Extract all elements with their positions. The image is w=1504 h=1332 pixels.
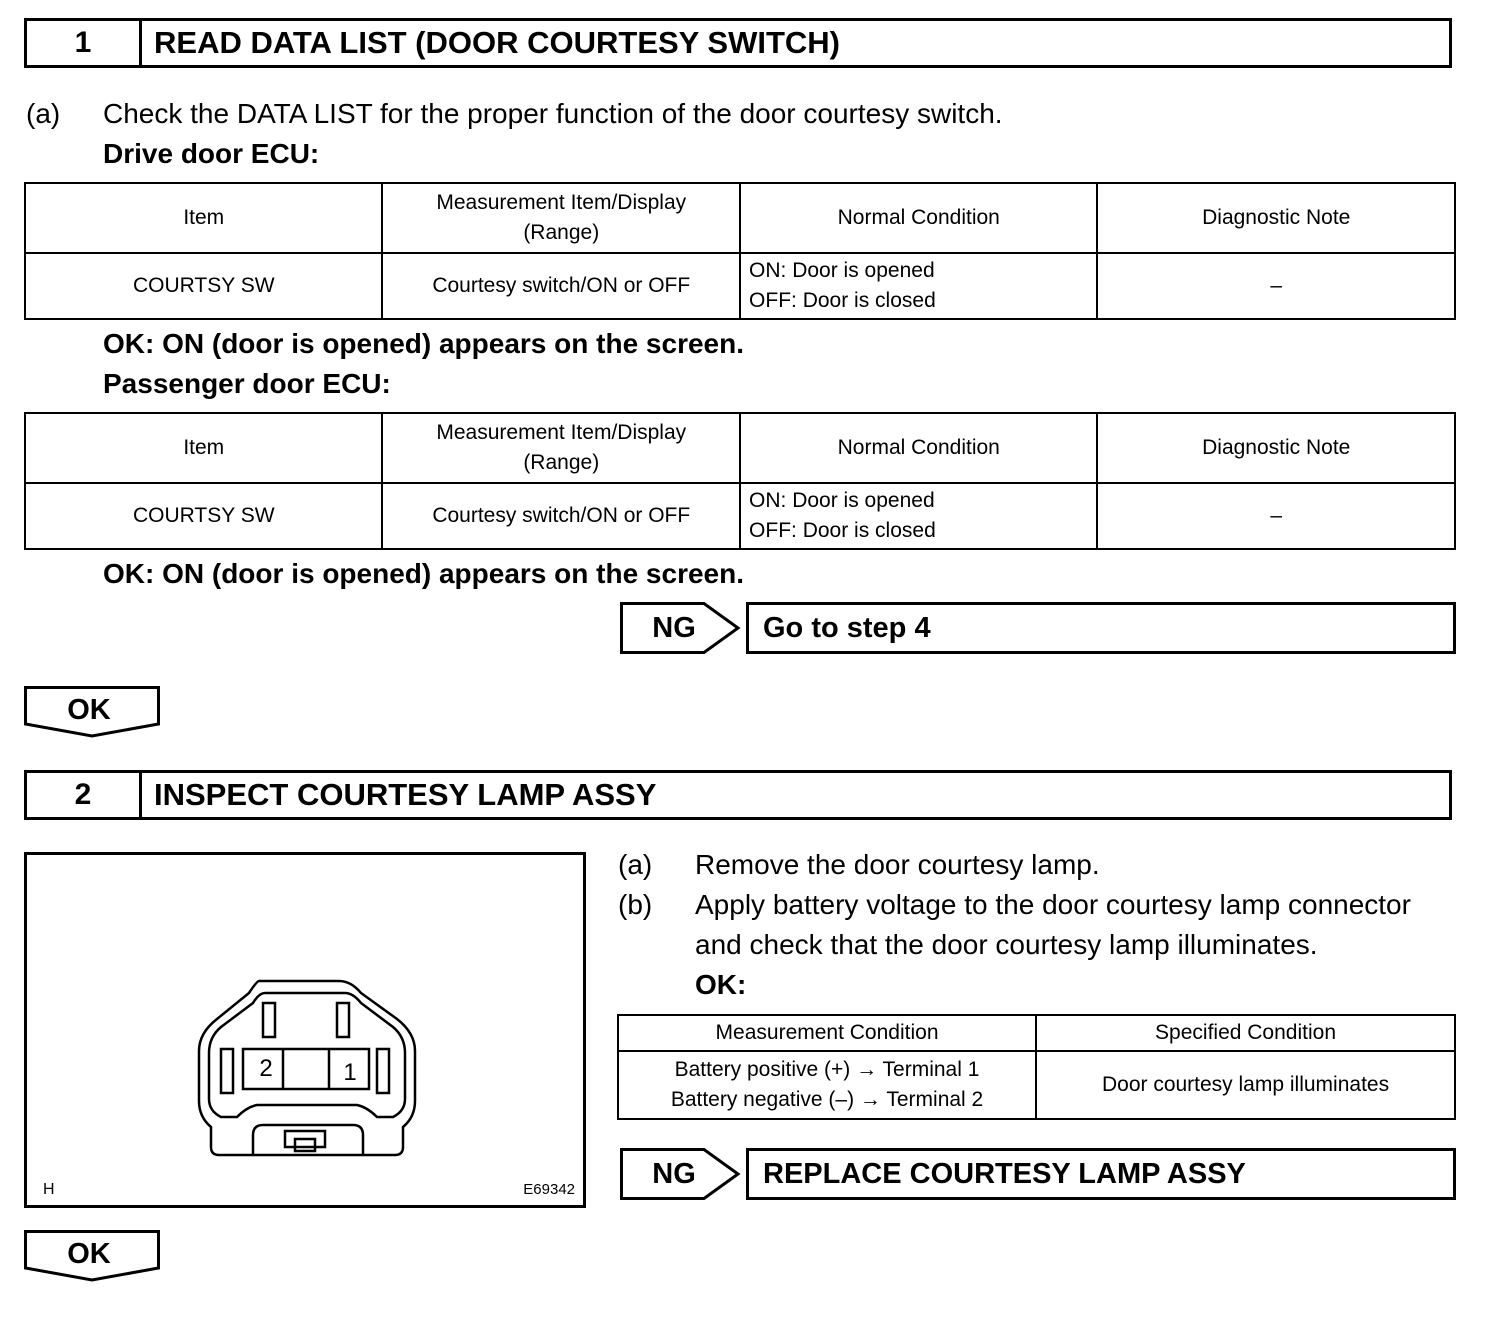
cell-measurement: Courtesy switch/ON or OFF xyxy=(382,483,740,549)
header-measurement-line1: Measurement Item/Display xyxy=(436,421,687,444)
drive-door-heading: Drive door ECU: xyxy=(103,138,320,169)
passenger-door-heading: Passenger door ECU: xyxy=(103,368,391,399)
step-2-instruction-b-line1: Apply battery voltage to the door courtesy lamp connector xyxy=(695,889,1411,920)
table-header-row xyxy=(618,1015,1455,1051)
table-row xyxy=(25,483,1455,549)
cell-measurement-condition xyxy=(618,1051,1036,1119)
step-2-instruction-a-text: Remove the door courtesy lamp. xyxy=(695,849,1100,880)
spec-table xyxy=(617,1014,1456,1120)
header-measurement-line2: (Range) xyxy=(523,221,600,244)
table-header-row xyxy=(25,183,1455,253)
cell-condition-negative: Battery negative (–) → Terminal 2 xyxy=(670,1088,984,1111)
table-row xyxy=(618,1051,1455,1119)
drive-door-table xyxy=(24,182,1456,320)
step-2-instruction-b-line2: and check that the door courtesy lamp illuminates. xyxy=(695,929,1318,960)
step-2-ng-label: NG xyxy=(652,1157,696,1190)
passenger-door-table xyxy=(24,412,1456,550)
step-1-ng-result: Go to step 4 xyxy=(746,602,1456,654)
step-2-ok-tab xyxy=(24,1230,160,1282)
cell-note: – xyxy=(1097,483,1455,549)
step-1-number: 1 xyxy=(27,21,142,65)
table-header-row xyxy=(25,413,1455,483)
courtesy-lamp-connector-icon xyxy=(27,855,583,1205)
cell-specified-condition: Door courtesy lamp illuminates xyxy=(1036,1051,1455,1119)
step-1-ng-arrow xyxy=(620,602,742,654)
header-measurement-condition: Measurement Condition xyxy=(618,1015,1036,1051)
header-measurement-line2: (Range) xyxy=(523,451,600,474)
step-2-ok-label: OK xyxy=(67,1237,111,1270)
cell-measurement: Courtesy switch/ON or OFF xyxy=(382,253,740,319)
cell-note: – xyxy=(1097,253,1455,319)
cell-item: COURTSY SW xyxy=(25,253,382,319)
passenger-door-ok-text: OK: ON (door is opened) appears on the screen. xyxy=(103,558,744,589)
header-specified-condition: Specified Condition xyxy=(1036,1015,1455,1051)
cell-normal-on: ON: Door is opened xyxy=(749,489,935,512)
step-1-instruction-text: Check the DATA LIST for the proper function of the door courtesy switch. xyxy=(103,98,1003,129)
step-2-number: 2 xyxy=(27,773,142,817)
header-normal: Normal Condition xyxy=(740,413,1097,483)
terminal-2-label: 2 xyxy=(259,1055,273,1082)
drive-door-ok-text: OK: ON (door is opened) appears on the screen. xyxy=(103,328,744,359)
header-item: Item xyxy=(25,183,382,253)
cell-normal-off: OFF: Door is closed xyxy=(749,519,936,542)
connector-figure xyxy=(24,852,586,1208)
header-measurement xyxy=(382,183,740,253)
header-note: Diagnostic Note xyxy=(1097,183,1455,253)
header-item: Item xyxy=(25,413,382,483)
step-1-title: READ DATA LIST (DOOR COURTESY SWITCH) xyxy=(154,25,840,60)
cell-item: COURTSY SW xyxy=(25,483,382,549)
cell-normal xyxy=(740,483,1097,549)
step-2-instruction-a-label: (a) xyxy=(618,849,653,880)
table-row xyxy=(25,253,1455,319)
step-1-ng-label: NG xyxy=(652,611,696,644)
step-2-instruction-b-label: (b) xyxy=(618,889,653,920)
cell-normal-on: ON: Door is opened xyxy=(749,259,935,282)
step-1-header xyxy=(24,18,1452,68)
step-2-ng-result: REPLACE COURTESY LAMP ASSY xyxy=(746,1148,1456,1200)
cell-normal-off: OFF: Door is closed xyxy=(749,289,936,312)
header-normal: Normal Condition xyxy=(740,183,1097,253)
step-1-ok-tab xyxy=(24,686,160,738)
step-2-ok-heading: OK: xyxy=(695,969,747,1000)
header-note: Diagnostic Note xyxy=(1097,413,1455,483)
cell-normal xyxy=(740,253,1097,319)
step-2-title: INSPECT COURTESY LAMP ASSY xyxy=(154,777,657,812)
step-2-header xyxy=(24,770,1452,820)
terminal-1-label: 1 xyxy=(343,1059,357,1086)
header-measurement-line1: Measurement Item/Display xyxy=(436,191,687,214)
header-measurement xyxy=(382,413,740,483)
step-2-ng-arrow xyxy=(620,1148,742,1200)
step-1-ok-label: OK xyxy=(67,693,111,726)
figure-corner-label: H xyxy=(43,1181,55,1198)
cell-condition-positive: Battery positive (+) → Terminal 1 xyxy=(674,1058,980,1081)
figure-id: E69342 xyxy=(523,1181,575,1198)
step-1-instruction-label: (a) xyxy=(26,98,61,129)
